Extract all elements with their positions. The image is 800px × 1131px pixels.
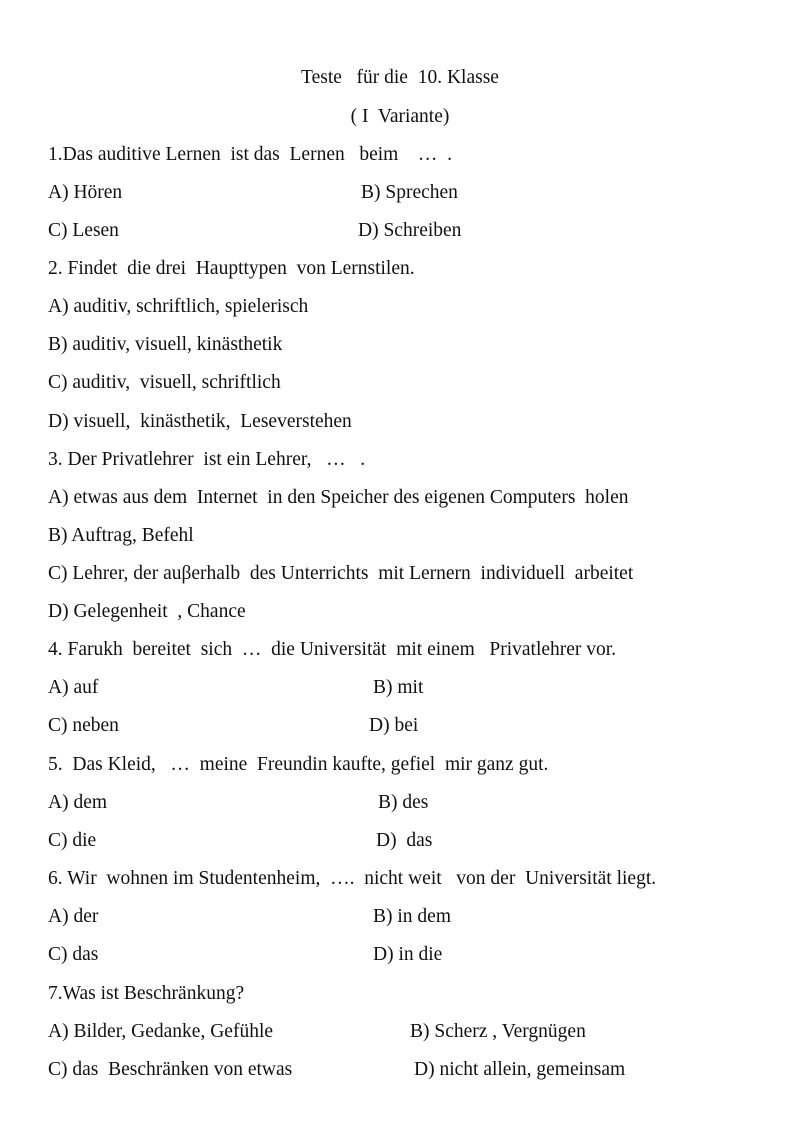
question-4-option-c: C) neben bbox=[48, 715, 119, 736]
question-6-option-d: D) in die bbox=[373, 944, 443, 965]
question-1-option-a: A) Hören bbox=[48, 182, 123, 203]
question-4-option-d: D) bei bbox=[369, 715, 419, 736]
question-6-option-b: B) in dem bbox=[373, 906, 451, 927]
question-7-option-c: C) das Beschränken von etwas bbox=[48, 1059, 293, 1080]
question-2-option-b: B) auditiv, visuell, kinästhetik bbox=[48, 334, 283, 355]
page-title: Teste für die 10. Klasse bbox=[301, 67, 499, 88]
question-6: 6. Wir wohnen im Studentenheim, …. nicht weit von der Universität liegt. bbox=[48, 868, 657, 889]
question-7-option-a: A) Bilder, Gedanke, Gefühle bbox=[48, 1021, 274, 1042]
question-2-option-a: A) auditiv, schriftlich, spielerisch bbox=[48, 296, 309, 317]
question-6-option-c: C) das bbox=[48, 944, 99, 965]
question-5-option-c: C) die bbox=[48, 830, 97, 851]
variant-label: ( I Variante) bbox=[350, 106, 450, 127]
question-2-option-d: D) visuell, kinästhetik, Leseverstehen bbox=[48, 411, 352, 432]
question-5-option-d: D) das bbox=[376, 830, 433, 851]
question-3-option-d: D) Gelegenheit , Chance bbox=[48, 601, 246, 622]
question-7: 7.Was ist Beschränkung? bbox=[48, 983, 245, 1004]
question-2-option-c: C) auditiv, visuell, schriftlich bbox=[48, 372, 281, 393]
question-3-option-b: B) Auftrag, Befehl bbox=[48, 525, 194, 546]
question-1-option-c: C) Lesen bbox=[48, 220, 119, 241]
question-1-option-b: B) Sprechen bbox=[361, 182, 458, 203]
question-4-option-b: B) mit bbox=[373, 677, 424, 698]
question-4: 4. Farukh bereitet sich … die Universität mit einem Privatlehrer vor. bbox=[48, 639, 617, 660]
question-4-option-a: A) auf bbox=[48, 677, 99, 698]
question-1: 1.Das auditive Lernen ist das Lernen beim … . bbox=[48, 144, 452, 165]
question-3-option-a: A) etwas aus dem Internet in den Speicher des eigenen Computers holen bbox=[48, 487, 629, 508]
question-5-option-b: B) des bbox=[378, 792, 429, 813]
question-5-option-a: A) dem bbox=[48, 792, 108, 813]
question-1-option-d: D) Schreiben bbox=[358, 220, 462, 241]
question-7-option-b: B) Scherz , Vergnügen bbox=[410, 1021, 586, 1042]
question-3: 3. Der Privatlehrer ist ein Lehrer, … . bbox=[48, 449, 366, 470]
question-7-option-d: D) nicht allein, gemeinsam bbox=[414, 1059, 626, 1080]
question-3-option-c: C) Lehrer, der auβerhalb des Unterrichts mit Lernern individuell arbeitet bbox=[48, 563, 634, 584]
question-5: 5. Das Kleid, … meine Freundin kaufte, gefiel mir ganz gut. bbox=[48, 754, 549, 775]
question-2: 2. Findet die drei Haupttypen von Lernstilen. bbox=[48, 258, 415, 279]
question-6-option-a: A) der bbox=[48, 906, 99, 927]
